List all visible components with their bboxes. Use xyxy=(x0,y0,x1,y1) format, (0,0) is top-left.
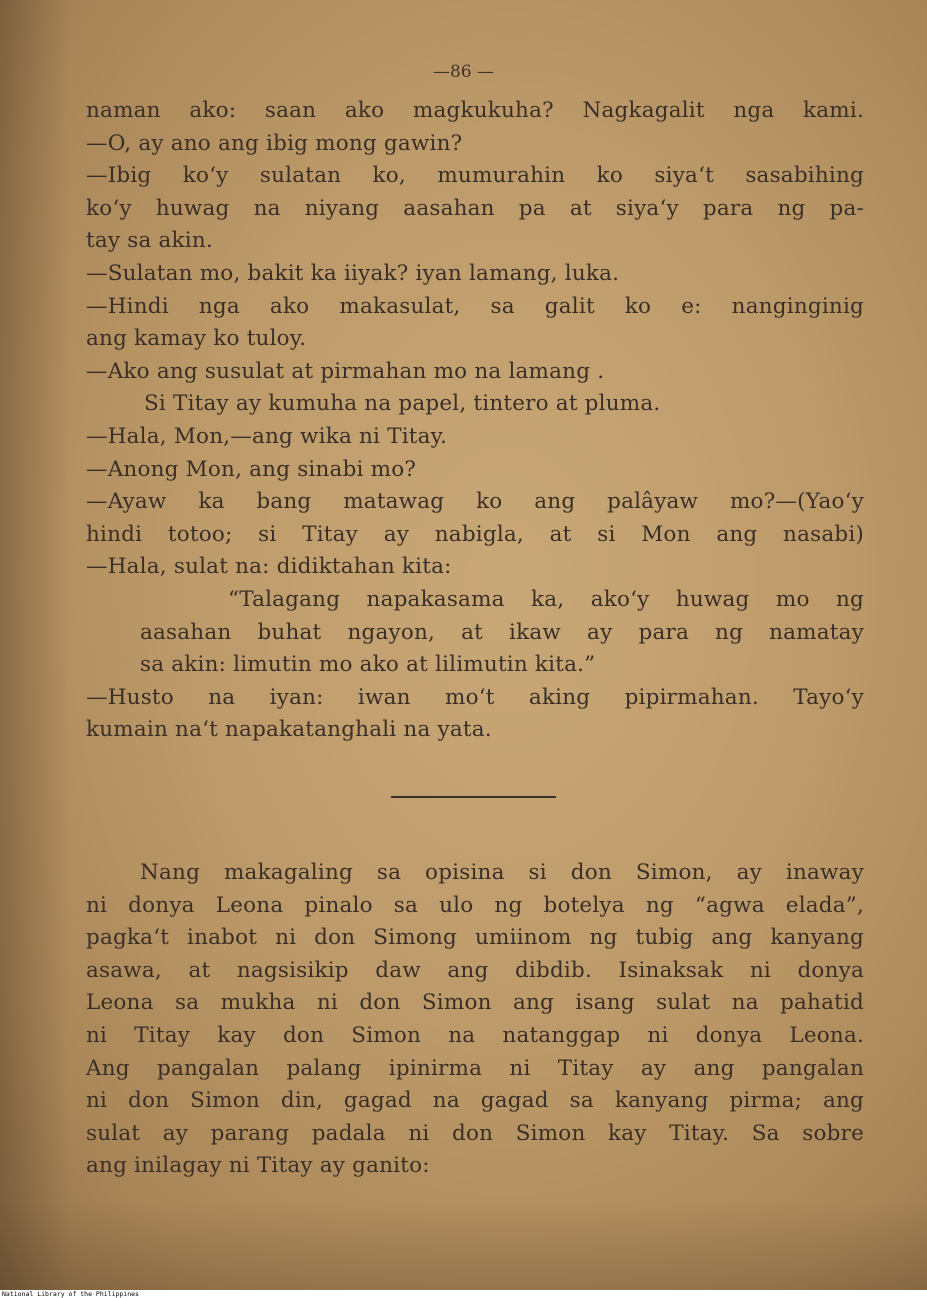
text-line: naman ako: saan ako magkukuha? Nagkagalit nga kami. xyxy=(86,98,864,123)
text-line: —O, ay ano ang ibig mong gawin? xyxy=(86,130,463,156)
letter-dictation-line: “Talagang napakasama ka, ako‘y huwag mo ng xyxy=(228,586,864,612)
text-line: asawa, at nagsisikip daw ang dibdib. Isinaksak ni donya xyxy=(86,957,864,983)
text-line: pagka‘t inabot ni don Simong umiinom ng tubig ang kanyang xyxy=(86,925,864,951)
text-line: hindi totoo; si Titay ay nabigla, at si Mon ang nasabi) xyxy=(86,521,864,547)
text-line: ni donya Leona pinalo sa ulo ng botelya ng “agwa elada”, xyxy=(86,892,864,918)
section-separator xyxy=(391,796,556,798)
text-line: tay sa akin. xyxy=(86,228,213,254)
text-line: ni don Simon din, gagad na gagad sa kanyang pirma; ang xyxy=(86,1088,864,1114)
text-line: —Hala, sulat na: didiktahan kita: xyxy=(86,554,452,580)
text-line: ang kamay ko tuloy. xyxy=(86,326,307,352)
text-line: —Anong Mon, ang sinabi mo? xyxy=(86,456,417,482)
text-line: —Sulatan mo, bakit ka iiyak? iyan lamang, luka. xyxy=(86,260,620,286)
text-line: —Ayaw ka bang matawag ko ang palâyaw mo?—(Yao‘y xyxy=(86,489,864,515)
text-line: Nang makagaling sa opisina si don Simon, ay inaway xyxy=(140,860,864,885)
page-number: —86 — xyxy=(432,62,495,82)
text-line: sulat ay parang padala ni don Simon kay Titay. Sa sobre xyxy=(86,1120,864,1146)
text-line: ni Titay kay don Simon na natanggap ni donya Leona. xyxy=(86,1022,864,1048)
text-line: —Husto na iyan: iwan mo‘t aking pipirmahan. Tayo‘y xyxy=(86,684,864,710)
text-line: Leona sa mukha ni don Simon ang isang sulat na pahatid xyxy=(86,990,864,1016)
text-line: —Hala, Mon,—ang wika ni Titay. xyxy=(86,423,448,449)
text-line: ko‘y huwag na niyang aasahan pa at siya‘y para ng pa- xyxy=(86,195,864,221)
dialogue-section xyxy=(86,95,864,747)
text-line: kumain na‘t napakatanghali na yata. xyxy=(86,717,492,743)
text-line: Si Titay ay kumuha na papel, tintero at pluma. xyxy=(144,391,661,417)
page-shadow-bottom xyxy=(0,1200,927,1290)
letter-dictation-line: aasahan buhat ngayon, at ikaw ay para ng namatay xyxy=(140,619,864,645)
text-line: —Hindi nga ako makasulat, sa galit ko e: nanginginig xyxy=(86,293,864,319)
narrative-paragraph xyxy=(86,857,864,1183)
letter-dictation-line: sa akin: limutin mo ako at lilimutin kita.” xyxy=(140,652,596,678)
page-shadow-left xyxy=(0,0,70,1290)
text-line: —Ako ang susulat at pirmahan mo na lamang . xyxy=(86,358,605,384)
text-line: ang inilagay ni Titay ay ganito: xyxy=(86,1153,430,1179)
library-credit: National Library of the Philippines xyxy=(2,1290,139,1298)
text-line: —Ibig ko‘y sulatan ko, mumurahin ko siya‘t sasabihing xyxy=(86,163,864,189)
text-line: Ang pangalan palang ipinirma ni Titay ay ang pangalan xyxy=(86,1055,864,1081)
